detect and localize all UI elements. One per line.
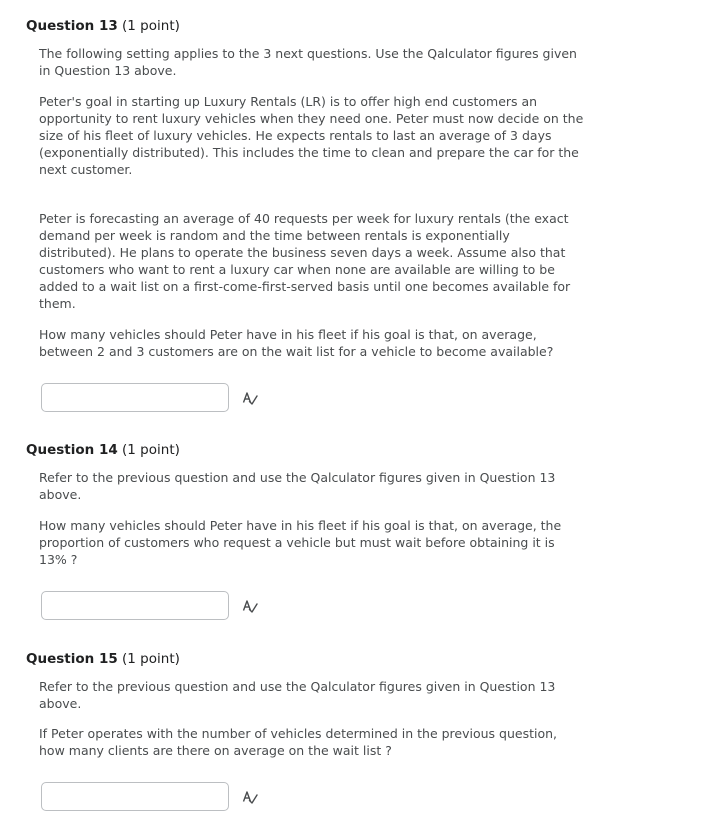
question-15-prompt: If Peter operates with the number of vehicles determined in the previous question, how many clients are there on average on the wait list ? xyxy=(39,726,558,758)
spell-check-icon[interactable] xyxy=(241,788,259,806)
question-14-points: (1 point) xyxy=(122,442,180,458)
question-15-header xyxy=(26,650,180,668)
question-14-title: Question 14 xyxy=(26,442,118,458)
question-13-header xyxy=(26,17,180,35)
spell-check-icon[interactable] xyxy=(241,389,259,407)
question-14-prompt: How many vehicles should Peter have in his fleet if his goal is that, on average, the proportion of customers who request a vehicle but must wait before obtaining it is 13% ? xyxy=(39,518,562,567)
question-15-reference: Refer to the previous question and use the Qalculator figures given in Question 13 above. xyxy=(39,679,556,711)
question-14-reference: Refer to the previous question and use the Qalculator figures given in Question 13 above. xyxy=(39,470,556,502)
question-13-title: Question 13 xyxy=(26,18,118,34)
question-13-forecast: Peter is forecasting an average of 40 requests per week for luxury rentals (the exact demand per week is random and the time between rentals is exponentially distributed). He plans to operate the business seven days a week. Assume also that customers who want to rent a luxury car when none are available are willing to be added to a wait list on a first-come-first-served basis until one becomes available for them. xyxy=(39,211,571,311)
question-13-points: (1 point) xyxy=(122,18,180,34)
question-15-points: (1 point) xyxy=(122,651,180,667)
question-13-setting: Peter's goal in starting up Luxury Rentals (LR) is to offer high end customers an opportunity to rent luxury vehicles when they need one. Peter must now decide on the size of his fleet of luxury vehicles. He expects rentals to last an average of 3 days (exponentially distributed). This includes the time to clean and prepare the car for the next customer. xyxy=(39,94,584,177)
question-15-answer-input[interactable] xyxy=(41,782,229,811)
question-14-answer-input[interactable] xyxy=(41,591,229,620)
question-13-prompt: How many vehicles should Peter have in his fleet if his goal is that, on average, between 2 and 3 customers are on the wait list for a vehicle to become available? xyxy=(39,327,554,359)
question-13-intro: The following setting applies to the 3 next questions. Use the Qalculator figures given in Question 13 above. xyxy=(39,46,577,78)
question-14-header xyxy=(26,441,180,459)
question-13-answer-input[interactable] xyxy=(41,383,229,412)
spell-check-icon[interactable] xyxy=(241,597,259,615)
question-15-title: Question 15 xyxy=(26,651,118,667)
